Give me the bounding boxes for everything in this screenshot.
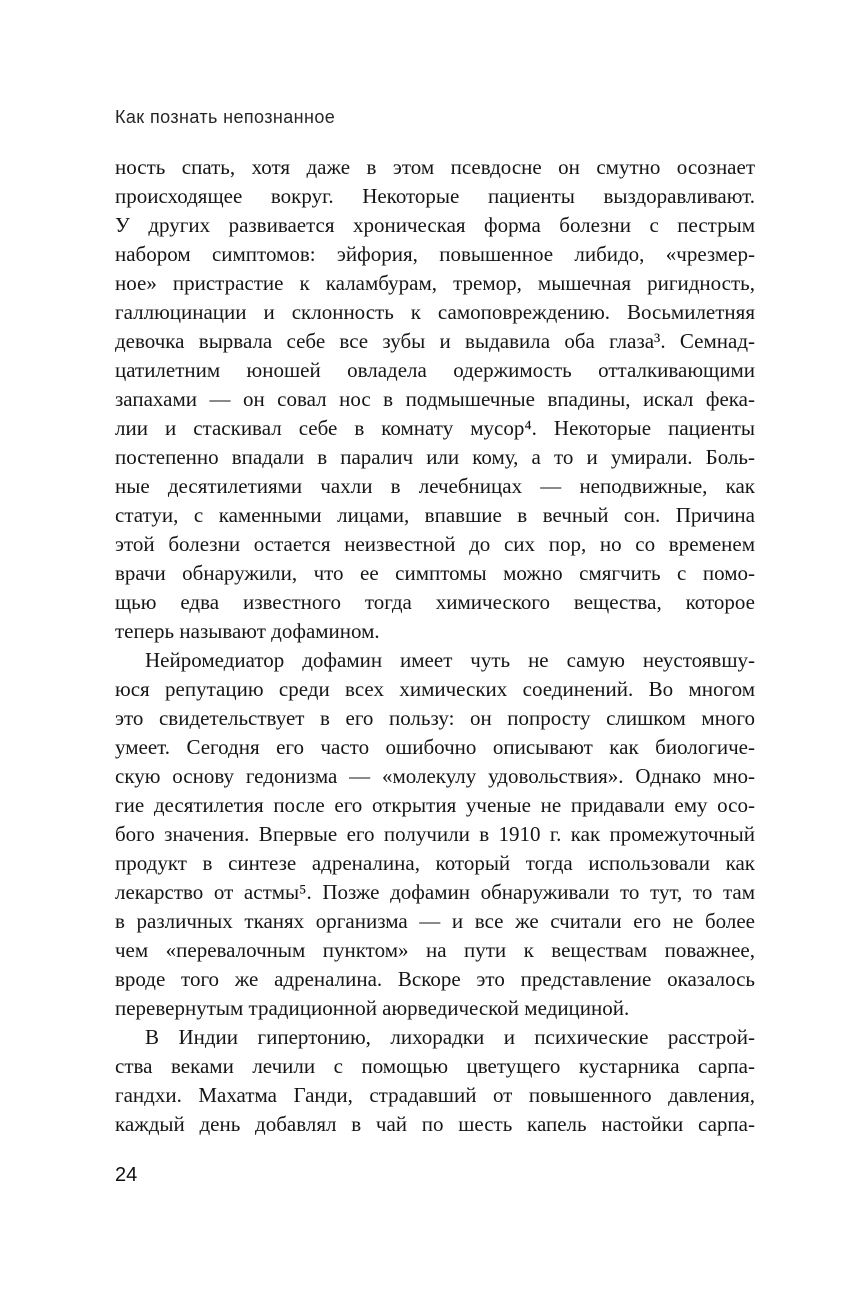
text-line: бого значения. Впервые его получили в 1910 г. как промежуточный [115, 822, 755, 846]
text-line: скую основу гедонизма — «молекулу удовольствия». Однако мно- [115, 764, 755, 788]
text-line: каждый день добавлял в чай по шесть капель настойки сарпа- [115, 1112, 755, 1136]
text-line: В Индии гипертонию, лихорадки и психические расстрой- [145, 1025, 755, 1049]
text-line: ные десятилетиями чахли в лечебницах — неподвижные, как [115, 474, 755, 498]
text-line: вроде того же адреналина. Вскоре это представление оказалось [115, 967, 755, 991]
text-line: гие десятилетия после его открытия ученые не придавали ему осо- [115, 793, 755, 817]
paragraph [115, 153, 755, 646]
text-line: лекарство от астмы⁵. Позже дофамин обнаруживали то тут, то там [115, 880, 755, 904]
page-number: 24 [115, 1164, 138, 1186]
text-line: У других развивается хроническая форма болезни с пестрым [115, 213, 755, 237]
text-line: цатилетним юношей овладела одержимость отталкивающими [115, 358, 755, 382]
text-line: галлюцинации и склонность к самоповреждению. Восьмилетняя [115, 300, 755, 324]
text-line: набором симптомов: эйфория, повышенное либидо, «чрезмер- [115, 242, 755, 266]
text-line: постепенно впадали в паралич или кому, а то и умирали. Боль- [115, 445, 755, 469]
text-line: этой болезни остается неизвестной до сих пор, но со временем [115, 532, 755, 556]
text-line: теперь называют дофамином. [115, 619, 380, 643]
text-line: это свидетельствует в его пользу: он попросту слишком много [115, 706, 755, 730]
text-line: происходящее вокруг. Некоторые пациенты выздоравливают. [115, 184, 755, 208]
text-line: перевернутым традиционной аюрведической медициной. [115, 996, 630, 1020]
page-body [115, 153, 755, 1139]
text-line: девочка вырвала себе все зубы и выдавила оба глаза³. Семнад- [115, 329, 755, 353]
text-line: в различных тканях организма — и все же считали его не более [115, 909, 755, 933]
text-line: чем «перевалочным пунктом» на пути к веществам поважнее, [115, 938, 755, 962]
paragraph [115, 1023, 755, 1139]
text-line: щью едва известного тогда химического вещества, которое [115, 590, 755, 614]
text-line: лии и стаскивал себе в комнату мусор⁴. Некоторые пациенты [115, 416, 755, 440]
text-line: умеет. Сегодня его часто ошибочно описывают как биологиче- [115, 735, 755, 759]
text-line: гандхи. Махатма Ганди, страдавший от повышенного давления, [115, 1083, 755, 1107]
text-line: запахами — он совал нос в подмышечные впадины, искал фека- [115, 387, 755, 411]
text-line: продукт в синтезе адреналина, который тогда использовали как [115, 851, 755, 875]
text-line: ное» пристрастие к каламбурам, тремор, мышечная ригидность, [115, 271, 755, 295]
text-line: врачи обнаружили, что ее симптомы можно смягчить с помо- [115, 561, 755, 585]
text-line: ность спать, хотя даже в этом псевдосне он смутно осознает [115, 155, 755, 179]
running-header: Как познать непознанное [115, 107, 336, 127]
text-line: Нейромедиатор дофамин имеет чуть не самую неустоявшу- [145, 648, 755, 672]
text-line: статуи, с каменными лицами, впавшие в вечный сон. Причина [115, 503, 755, 527]
text-line: ства веками лечили с помощью цветущего кустарника сарпа- [115, 1054, 755, 1078]
paragraph [115, 646, 755, 1023]
text-line: юся репутацию среди всех химических соединений. Во многом [115, 677, 755, 701]
